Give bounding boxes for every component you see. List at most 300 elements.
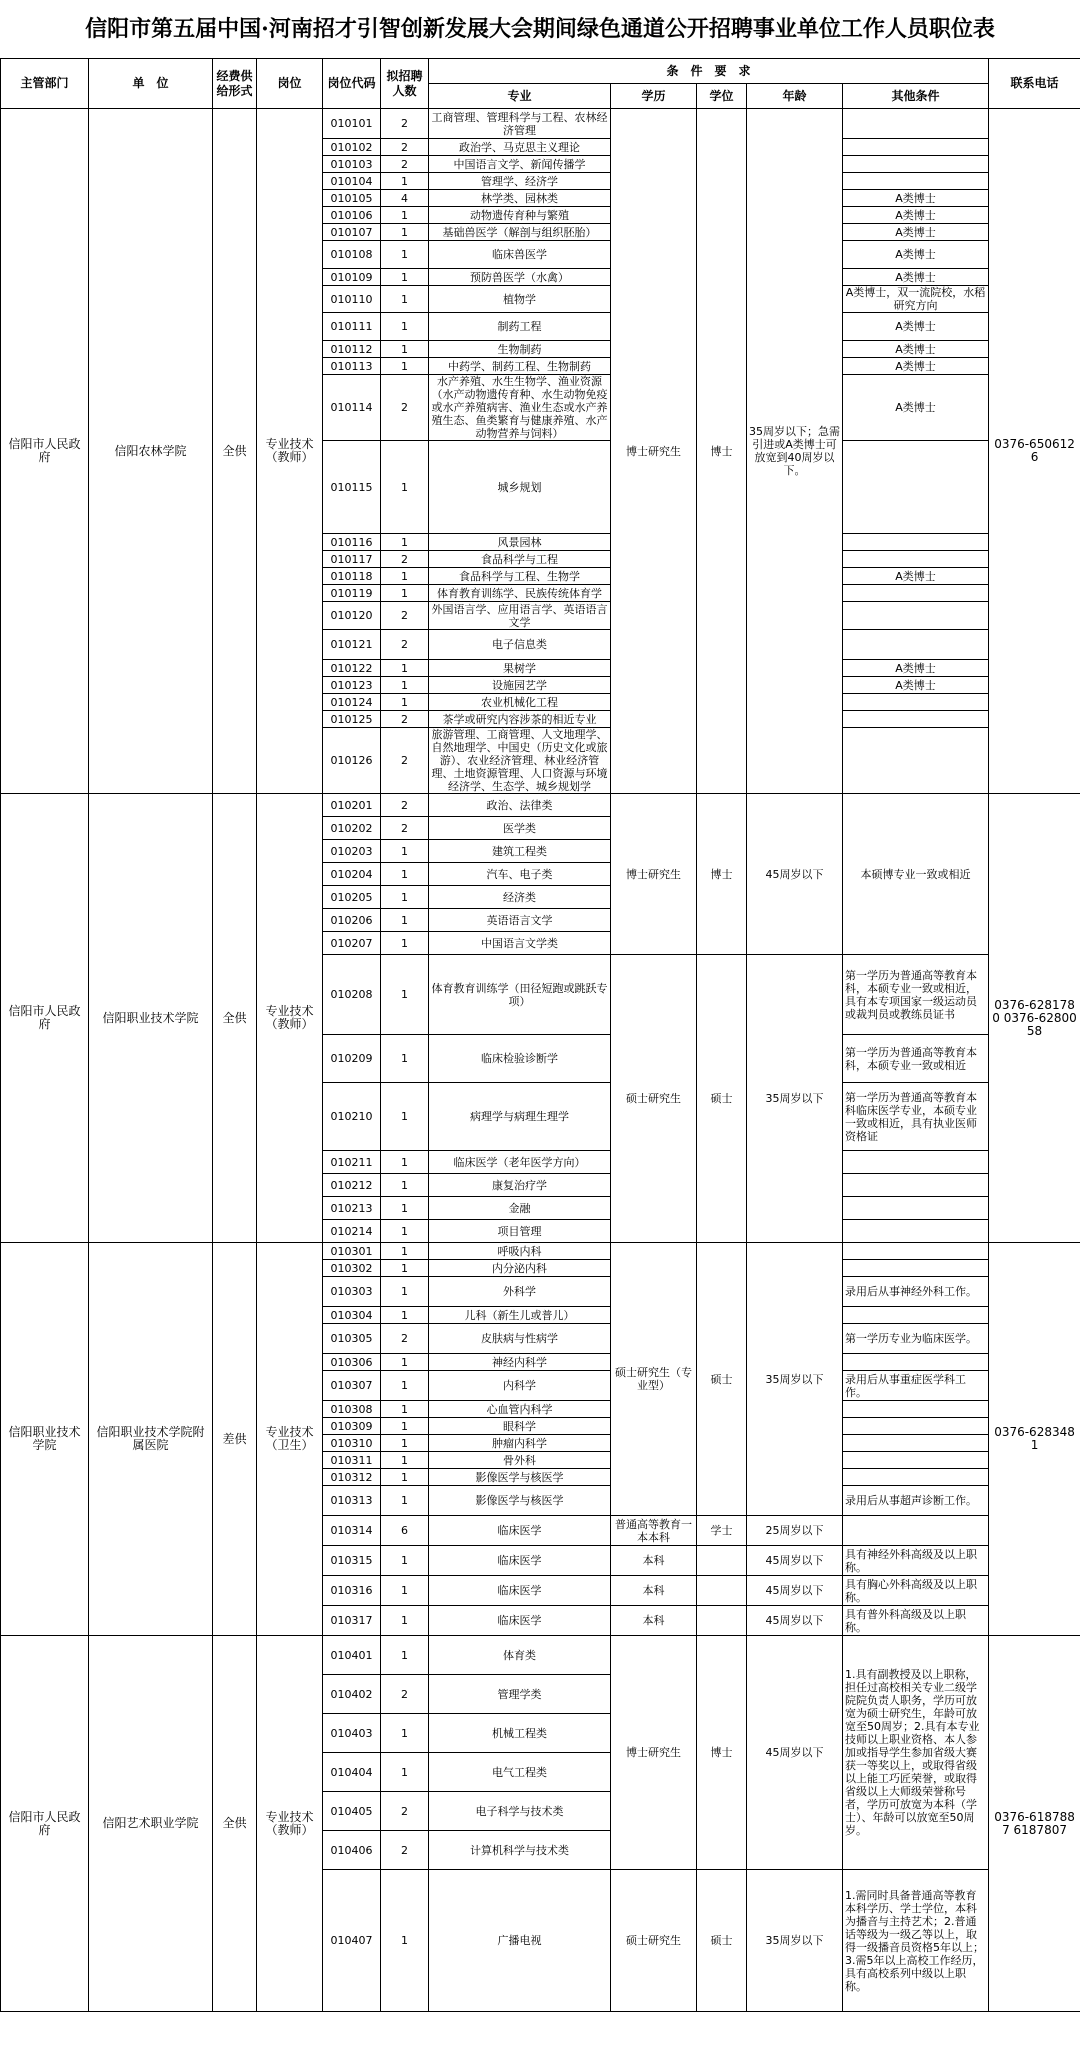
unit-cell: 信阳艺术职业学院 — [89, 1636, 213, 2012]
other-cell: 录用后从事神经外科工作。 — [843, 1277, 989, 1307]
num-cell: 1 — [381, 1401, 429, 1418]
major-cell: 管理学、经济学 — [429, 173, 611, 190]
code-cell: 010311 — [323, 1452, 381, 1469]
degree-cell: 博士 — [697, 1636, 747, 1870]
other-cell: A类博士 — [843, 313, 989, 341]
edu-cell: 本科 — [611, 1546, 697, 1576]
dept-cell: 信阳职业技术学院 — [1, 1243, 89, 1636]
other-cell: 录用后从事重症医学科工作。 — [843, 1371, 989, 1401]
other-cell: A类博士 — [843, 568, 989, 585]
other-cell: A类博士 — [843, 660, 989, 677]
code-cell: 010204 — [323, 863, 381, 886]
table-row — [1, 1243, 1080, 1260]
code-cell: 010112 — [323, 341, 381, 358]
table-row — [1, 794, 1080, 817]
other-cell — [843, 1452, 989, 1469]
other-cell: 录用后从事超声诊断工作。 — [843, 1486, 989, 1516]
num-cell: 2 — [381, 156, 429, 173]
major-cell: 项目管理 — [429, 1220, 611, 1243]
other-cell — [843, 585, 989, 602]
num-cell: 1 — [381, 886, 429, 909]
code-cell: 010122 — [323, 660, 381, 677]
other-cell — [843, 1401, 989, 1418]
major-cell: 内科学 — [429, 1371, 611, 1401]
other-cell — [843, 1307, 989, 1324]
code-cell: 010314 — [323, 1516, 381, 1546]
header-conditions: 条 件 要 求 — [429, 59, 989, 84]
major-cell: 食品科学与工程 — [429, 551, 611, 568]
major-cell: 英语语言文学 — [429, 909, 611, 932]
phone-cell: 0376-6281780 0376-6280058 — [989, 794, 1080, 1243]
num-cell: 4 — [381, 190, 429, 207]
funding-cell: 差供 — [213, 1243, 257, 1636]
major-cell: 动物遗传育种与繁殖 — [429, 207, 611, 224]
code-cell: 010117 — [323, 551, 381, 568]
major-cell: 果树学 — [429, 660, 611, 677]
other-cell: 第一学历为普通高等教育本科临床医学专业，本硕专业一致或相近，具有执业医师资格证 — [843, 1083, 989, 1151]
code-cell: 010303 — [323, 1277, 381, 1307]
other-cell — [843, 1435, 989, 1452]
major-cell: 经济类 — [429, 886, 611, 909]
major-cell: 肿瘤内科学 — [429, 1435, 611, 1452]
age-cell: 35周岁以下；急需引进或A类博士可放宽到40周岁以下。 — [747, 109, 843, 794]
other-cell — [843, 109, 989, 139]
num-cell: 1 — [381, 1714, 429, 1753]
other-cell — [843, 1197, 989, 1220]
major-cell: 儿科（新生儿或普儿） — [429, 1307, 611, 1324]
code-cell: 010404 — [323, 1753, 381, 1792]
num-cell: 1 — [381, 1354, 429, 1371]
dept-cell: 信阳市人民政府 — [1, 1636, 89, 2012]
major-cell: 临床医学 — [429, 1576, 611, 1606]
other-cell — [843, 1469, 989, 1486]
num-cell: 1 — [381, 286, 429, 313]
major-cell: 制药工程 — [429, 313, 611, 341]
major-cell: 计算机科学与技术类 — [429, 1831, 611, 1870]
other-cell — [843, 139, 989, 156]
num-cell: 2 — [381, 1675, 429, 1714]
major-cell: 旅游管理、工商管理、人文地理学、自然地理学、中国史（历史文化或旅游）、农业经济管理、林业经济管理、土地资源管理、人口资源与环境经济学、生态学、城乡规划学 — [429, 728, 611, 794]
header-edu: 学历 — [611, 84, 697, 109]
other-cell — [843, 1174, 989, 1197]
degree-cell: 硕士 — [697, 1870, 747, 2012]
major-cell: 设施园艺学 — [429, 677, 611, 694]
other-cell: A类博士 — [843, 224, 989, 241]
num-cell: 1 — [381, 1576, 429, 1606]
num-cell: 1 — [381, 840, 429, 863]
other-cell: A类博士，双一流院校，水稻研究方向 — [843, 286, 989, 313]
major-cell: 建筑工程类 — [429, 840, 611, 863]
other-cell: A类博士 — [843, 341, 989, 358]
degree-cell — [697, 1546, 747, 1576]
other-cell: A类博士 — [843, 358, 989, 375]
code-cell: 010211 — [323, 1151, 381, 1174]
major-cell: 城乡规划 — [429, 441, 611, 534]
num-cell: 1 — [381, 677, 429, 694]
code-cell: 010201 — [323, 794, 381, 817]
code-cell: 010210 — [323, 1083, 381, 1151]
num-cell: 1 — [381, 863, 429, 886]
major-cell: 体育教育训练学（田径短跑或跳跃专项） — [429, 955, 611, 1035]
code-cell: 010205 — [323, 886, 381, 909]
code-cell: 010203 — [323, 840, 381, 863]
num-cell: 1 — [381, 1469, 429, 1486]
code-cell: 010126 — [323, 728, 381, 794]
job-table — [0, 58, 1080, 2012]
other-cell — [843, 441, 989, 534]
num-cell: 2 — [381, 1792, 429, 1831]
major-cell: 心血管内科学 — [429, 1401, 611, 1418]
major-cell: 临床兽医学 — [429, 241, 611, 269]
code-cell: 010312 — [323, 1469, 381, 1486]
header-unit: 单 位 — [89, 59, 213, 109]
edu-cell: 博士研究生 — [611, 794, 697, 955]
major-cell: 临床医学 — [429, 1516, 611, 1546]
code-cell: 010123 — [323, 677, 381, 694]
code-cell: 010307 — [323, 1371, 381, 1401]
major-cell: 中国语言文学、新闻传播学 — [429, 156, 611, 173]
num-cell: 1 — [381, 955, 429, 1035]
major-cell: 体育教育训练学、民族传统体育学 — [429, 585, 611, 602]
num-cell: 1 — [381, 1606, 429, 1636]
num-cell: 1 — [381, 1151, 429, 1174]
other-cell — [843, 711, 989, 728]
code-cell: 010214 — [323, 1220, 381, 1243]
major-cell: 临床医学（老年医学方向） — [429, 1151, 611, 1174]
code-cell: 010304 — [323, 1307, 381, 1324]
major-cell: 基础兽医学（解剖与组织胚胎） — [429, 224, 611, 241]
other-cell: 本硕博专业一致或相近 — [843, 794, 989, 955]
code-cell: 010101 — [323, 109, 381, 139]
age-cell: 25周岁以下 — [747, 1516, 843, 1546]
age-cell: 35周岁以下 — [747, 1243, 843, 1516]
post-cell: 专业技术（教师） — [257, 109, 323, 794]
other-cell: A类博士 — [843, 190, 989, 207]
other-cell: 第一学历为普通高等教育本科，本硕专业一致或相近，具有本专项国家一级运动员或裁判员或教练员证书 — [843, 955, 989, 1035]
other-cell: 第一学历专业为临床医学。 — [843, 1324, 989, 1354]
unit-cell: 信阳农林学院 — [89, 109, 213, 794]
other-cell — [843, 173, 989, 190]
code-cell: 010118 — [323, 568, 381, 585]
other-cell — [843, 694, 989, 711]
dept-cell: 信阳市人民政府 — [1, 794, 89, 1243]
degree-cell: 博士 — [697, 794, 747, 955]
num-cell: 1 — [381, 534, 429, 551]
num-cell: 1 — [381, 1636, 429, 1675]
code-cell: 010102 — [323, 139, 381, 156]
other-cell — [843, 1418, 989, 1435]
code-cell: 010119 — [323, 585, 381, 602]
num-cell: 1 — [381, 241, 429, 269]
code-cell: 010120 — [323, 602, 381, 630]
code-cell: 010105 — [323, 190, 381, 207]
major-cell: 电子科学与技术类 — [429, 1792, 611, 1831]
code-cell: 010121 — [323, 630, 381, 660]
code-cell: 010308 — [323, 1401, 381, 1418]
major-cell: 管理学类 — [429, 1675, 611, 1714]
other-cell — [843, 156, 989, 173]
major-cell: 林学类、园林类 — [429, 190, 611, 207]
degree-cell — [697, 1576, 747, 1606]
other-cell — [843, 551, 989, 568]
code-cell: 010104 — [323, 173, 381, 190]
num-cell: 1 — [381, 207, 429, 224]
num-cell: 1 — [381, 313, 429, 341]
other-cell: 具有普外科高级及以上职称。 — [843, 1606, 989, 1636]
major-cell: 食品科学与工程、生物学 — [429, 568, 611, 585]
phone-cell: 0376-6506126 — [989, 109, 1080, 794]
header-code: 岗位代码 — [323, 59, 381, 109]
major-cell: 水产养殖、水生生物学、渔业资源（水产动物遗传育种、水生动物免疫或水产养殖病害、渔业生态或水产养殖生态、鱼类繁育与健康养殖、水产动物营养与饲料） — [429, 375, 611, 441]
header-other: 其他条件 — [843, 84, 989, 109]
num-cell: 1 — [381, 341, 429, 358]
header-funding: 经费供给形式 — [213, 59, 257, 109]
code-cell: 010212 — [323, 1174, 381, 1197]
degree-cell: 硕士 — [697, 1243, 747, 1516]
num-cell: 1 — [381, 1452, 429, 1469]
age-cell: 35周岁以下 — [747, 1870, 843, 2012]
major-cell: 骨外科 — [429, 1452, 611, 1469]
code-cell: 010208 — [323, 955, 381, 1035]
num-cell: 1 — [381, 441, 429, 534]
code-cell: 010110 — [323, 286, 381, 313]
dept-cell: 信阳市人民政府 — [1, 109, 89, 794]
major-cell: 工商管理、管理科学与工程、农林经济管理 — [429, 109, 611, 139]
major-cell: 体育类 — [429, 1636, 611, 1675]
code-cell: 010103 — [323, 156, 381, 173]
age-cell: 45周岁以下 — [747, 1606, 843, 1636]
other-cell — [843, 1220, 989, 1243]
header-age: 年龄 — [747, 84, 843, 109]
major-cell: 眼科学 — [429, 1418, 611, 1435]
num-cell: 1 — [381, 1546, 429, 1576]
num-cell: 1 — [381, 1197, 429, 1220]
edu-cell: 硕士研究生（专业型） — [611, 1243, 697, 1516]
num-cell: 1 — [381, 1753, 429, 1792]
other-cell: A类博士 — [843, 677, 989, 694]
major-cell: 影像医学与核医学 — [429, 1469, 611, 1486]
major-cell: 广播电视 — [429, 1870, 611, 2012]
edu-cell: 博士研究生 — [611, 109, 697, 794]
code-cell: 010309 — [323, 1418, 381, 1435]
code-cell: 010405 — [323, 1792, 381, 1831]
num-cell: 1 — [381, 1243, 429, 1260]
code-cell: 010310 — [323, 1435, 381, 1452]
funding-cell: 全供 — [213, 109, 257, 794]
major-cell: 生物制药 — [429, 341, 611, 358]
degree-cell: 博士 — [697, 109, 747, 794]
other-cell: 具有胸心外科高级及以上职称。 — [843, 1576, 989, 1606]
num-cell: 2 — [381, 109, 429, 139]
major-cell: 医学类 — [429, 817, 611, 840]
num-cell: 2 — [381, 728, 429, 794]
major-cell: 电气工程类 — [429, 1753, 611, 1792]
code-cell: 010402 — [323, 1675, 381, 1714]
code-cell: 010401 — [323, 1636, 381, 1675]
other-cell — [843, 1243, 989, 1260]
other-cell — [843, 630, 989, 660]
phone-cell: 0376-6187887 6187807 — [989, 1636, 1080, 2012]
num-cell: 1 — [381, 1486, 429, 1516]
edu-cell: 普通高等教育一本本科 — [611, 1516, 697, 1546]
other-cell: 1.需同时具备普通高等教育本科学历、学士学位，本科为播音与主持艺术；2.普通话等级为一级乙等以上，取得一级播音员资格5年以上；3.需5年以上高校工作经历，具有高校系列中级以上职称。 — [843, 1870, 989, 2012]
header-num: 拟招聘人数 — [381, 59, 429, 109]
num-cell: 1 — [381, 1174, 429, 1197]
page-title: 信阳市第五届中国·河南招才引智创新发展大会期间绿色通道公开招聘事业单位工作人员职位表 — [85, 16, 995, 42]
num-cell: 1 — [381, 224, 429, 241]
major-cell: 农业机械化工程 — [429, 694, 611, 711]
code-cell: 010403 — [323, 1714, 381, 1753]
other-cell — [843, 534, 989, 551]
age-cell: 45周岁以下 — [747, 1576, 843, 1606]
other-cell: 第一学历为普通高等教育本科，本硕专业一致或相近 — [843, 1035, 989, 1083]
major-cell: 神经内科学 — [429, 1354, 611, 1371]
num-cell: 2 — [381, 1831, 429, 1870]
other-cell — [843, 1151, 989, 1174]
degree-cell — [697, 1606, 747, 1636]
other-cell: A类博士 — [843, 375, 989, 441]
major-cell: 植物学 — [429, 286, 611, 313]
num-cell: 2 — [381, 602, 429, 630]
num-cell: 1 — [381, 568, 429, 585]
unit-cell: 信阳职业技术学院 — [89, 794, 213, 1243]
major-cell: 病理学与病理生理学 — [429, 1083, 611, 1151]
num-cell: 1 — [381, 932, 429, 955]
code-cell: 010113 — [323, 358, 381, 375]
header-phone: 联系电话 — [989, 59, 1080, 109]
code-cell: 010317 — [323, 1606, 381, 1636]
post-cell: 专业技术（教师） — [257, 794, 323, 1243]
num-cell: 1 — [381, 1220, 429, 1243]
num-cell: 1 — [381, 173, 429, 190]
code-cell: 010116 — [323, 534, 381, 551]
num-cell: 1 — [381, 694, 429, 711]
code-cell: 010316 — [323, 1576, 381, 1606]
num-cell: 1 — [381, 269, 429, 286]
num-cell: 2 — [381, 375, 429, 441]
edu-cell: 博士研究生 — [611, 1636, 697, 1870]
major-cell: 外科学 — [429, 1277, 611, 1307]
major-cell: 机械工程类 — [429, 1714, 611, 1753]
num-cell: 1 — [381, 1418, 429, 1435]
other-cell: A类博士 — [843, 241, 989, 269]
major-cell: 中国语言文学类 — [429, 932, 611, 955]
major-cell: 内分泌内科 — [429, 1260, 611, 1277]
other-cell — [843, 602, 989, 630]
table-row — [1, 109, 1080, 139]
num-cell: 1 — [381, 1870, 429, 2012]
major-cell: 影像医学与核医学 — [429, 1486, 611, 1516]
post-cell: 专业技术（卫生） — [257, 1243, 323, 1636]
num-cell: 1 — [381, 660, 429, 677]
major-cell: 政治学、马克思主义理论 — [429, 139, 611, 156]
other-cell: A类博士 — [843, 269, 989, 286]
table-row — [1, 1636, 1080, 1675]
age-cell: 45周岁以下 — [747, 794, 843, 955]
code-cell: 010302 — [323, 1260, 381, 1277]
code-cell: 010106 — [323, 207, 381, 224]
num-cell: 1 — [381, 1277, 429, 1307]
major-cell: 金融 — [429, 1197, 611, 1220]
other-cell: 1.具有副教授及以上职称，担任过高校相关专业二级学院院负责人职务，学历可放宽为硕士研究生，年龄可放宽至50周岁；2.具有本专业技师以上职业资格、本人参加或指导学生参加省级大赛获一等奖以上，或取得省级以上能工巧匠荣誉，或取得省级以上大师级荣誉称号者，学历可放宽为本科（学士）、年龄可以放宽至50周岁。 — [843, 1636, 989, 1870]
code-cell: 010213 — [323, 1197, 381, 1220]
code-cell: 010305 — [323, 1324, 381, 1354]
header-post: 岗位 — [257, 59, 323, 109]
degree-cell: 硕士 — [697, 955, 747, 1243]
degree-cell: 学士 — [697, 1516, 747, 1546]
major-cell: 外国语言学、应用语言学、英语语言文学 — [429, 602, 611, 630]
code-cell: 010315 — [323, 1546, 381, 1576]
funding-cell: 全供 — [213, 794, 257, 1243]
major-cell: 中药学、制药工程、生物制药 — [429, 358, 611, 375]
code-cell: 010114 — [323, 375, 381, 441]
num-cell: 1 — [381, 1371, 429, 1401]
edu-cell: 硕士研究生 — [611, 1870, 697, 2012]
num-cell: 1 — [381, 909, 429, 932]
major-cell: 政治、法律类 — [429, 794, 611, 817]
num-cell: 1 — [381, 1260, 429, 1277]
header-dept: 主管部门 — [1, 59, 89, 109]
major-cell: 临床检验诊断学 — [429, 1035, 611, 1083]
code-cell: 010207 — [323, 932, 381, 955]
age-cell: 45周岁以下 — [747, 1546, 843, 1576]
age-cell: 35周岁以下 — [747, 955, 843, 1243]
num-cell: 1 — [381, 585, 429, 602]
code-cell: 010301 — [323, 1243, 381, 1260]
funding-cell: 全供 — [213, 1636, 257, 2012]
major-cell: 皮肤病与性病学 — [429, 1324, 611, 1354]
major-cell: 呼吸内科 — [429, 1243, 611, 1260]
major-cell: 风景园林 — [429, 534, 611, 551]
major-cell: 电子信息类 — [429, 630, 611, 660]
num-cell: 1 — [381, 1083, 429, 1151]
num-cell: 2 — [381, 817, 429, 840]
unit-cell: 信阳职业技术学院附属医院 — [89, 1243, 213, 1636]
num-cell: 6 — [381, 1516, 429, 1546]
num-cell: 1 — [381, 1435, 429, 1452]
other-cell — [843, 728, 989, 794]
code-cell: 010406 — [323, 1831, 381, 1870]
major-cell: 康复治疗学 — [429, 1174, 611, 1197]
code-cell: 010209 — [323, 1035, 381, 1083]
post-cell: 专业技术（教师） — [257, 1636, 323, 2012]
major-cell: 汽车、电子类 — [429, 863, 611, 886]
major-cell: 预防兽医学（水禽） — [429, 269, 611, 286]
code-cell: 010125 — [323, 711, 381, 728]
num-cell: 2 — [381, 630, 429, 660]
num-cell: 2 — [381, 794, 429, 817]
code-cell: 010202 — [323, 817, 381, 840]
code-cell: 010306 — [323, 1354, 381, 1371]
age-cell: 45周岁以下 — [747, 1636, 843, 1870]
code-cell: 010108 — [323, 241, 381, 269]
edu-cell: 硕士研究生 — [611, 955, 697, 1243]
num-cell: 1 — [381, 1035, 429, 1083]
code-cell: 010313 — [323, 1486, 381, 1516]
other-cell — [843, 1260, 989, 1277]
edu-cell: 本科 — [611, 1606, 697, 1636]
code-cell: 010111 — [323, 313, 381, 341]
other-cell: 具有神经外科高级及以上职称。 — [843, 1546, 989, 1576]
header-major: 专业 — [429, 84, 611, 109]
major-cell: 临床医学 — [429, 1606, 611, 1636]
num-cell: 2 — [381, 711, 429, 728]
num-cell: 2 — [381, 551, 429, 568]
major-cell: 茶学或研究内容涉茶的相近专业 — [429, 711, 611, 728]
num-cell: 1 — [381, 358, 429, 375]
code-cell: 010109 — [323, 269, 381, 286]
other-cell — [843, 1516, 989, 1546]
